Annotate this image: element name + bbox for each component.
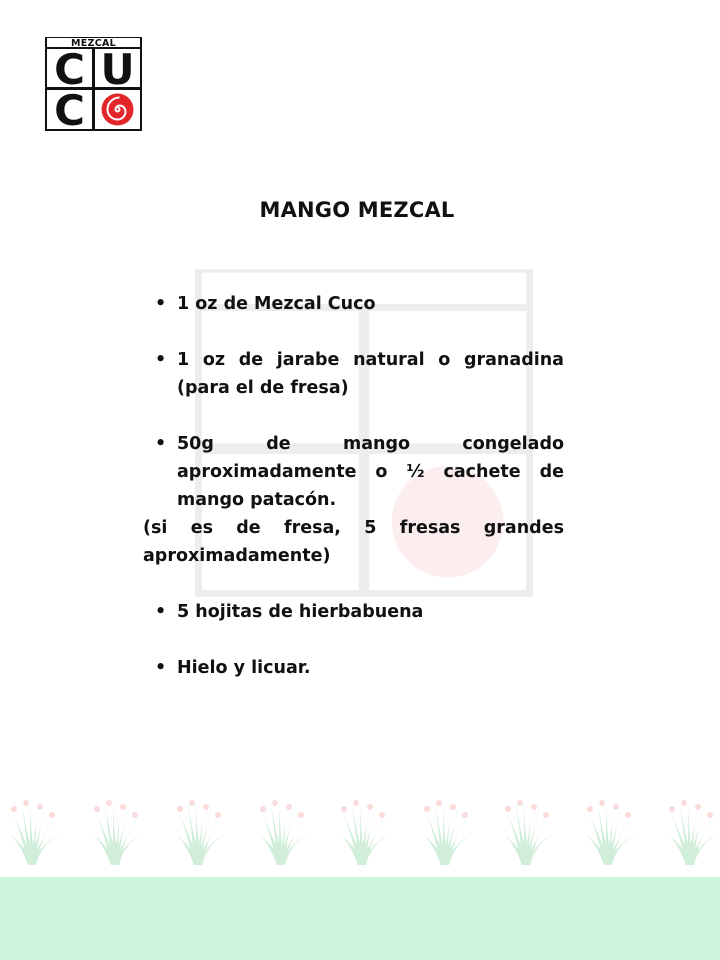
agave-plant-icon <box>664 799 718 865</box>
agave-plant-icon <box>419 799 473 865</box>
logo-letter-u: U <box>100 45 135 94</box>
ingredient-item <box>143 346 564 402</box>
bullet: • <box>155 658 167 678</box>
bullet: • <box>155 434 167 454</box>
recipe-title: MANGO MEZCAL <box>259 198 455 222</box>
agave-plant-row <box>0 795 720 875</box>
bullet: • <box>155 294 167 314</box>
ingredient-text: 1 oz de Mezcal Cuco <box>177 294 376 314</box>
ingredient-list <box>143 290 564 682</box>
agave-plant-icon <box>255 799 309 865</box>
ingredient-text: Hielo y licuar. <box>177 658 311 678</box>
ingredient-item <box>143 598 564 626</box>
agave-plant-icon <box>89 799 143 865</box>
ingredient-item <box>143 430 564 514</box>
agave-plant-icon <box>6 799 60 865</box>
logo-brand-text: MEZCAL <box>70 38 117 49</box>
mezcal-cuco-logo <box>45 37 142 131</box>
ingredient-item <box>143 654 564 682</box>
bullet: • <box>155 350 167 370</box>
ingredient-text: 1 oz de jarabe natural o granadina (para el de fresa) <box>177 350 564 398</box>
agave-plant-icon <box>500 799 554 865</box>
ingredient-text: 5 hojitas de hierbabuena <box>177 602 424 622</box>
footer-band <box>0 877 720 960</box>
agave-plant-icon <box>172 799 226 865</box>
agave-plant-icon <box>336 799 390 865</box>
strawberry-note: (si es de fresa, 5 fresas grandes aproximadamente) <box>143 518 564 566</box>
logo-letter-c: C <box>54 45 85 94</box>
swirl-icon <box>102 94 134 126</box>
logo-letter-c-2: C <box>54 86 85 131</box>
agave-plant-icon <box>582 799 636 865</box>
bullet: • <box>155 602 167 622</box>
ingredient-text: 50g de mango congelado aproximadamente o ½ cachete de mango patacón. <box>177 434 564 510</box>
ingredient-item <box>143 290 564 318</box>
